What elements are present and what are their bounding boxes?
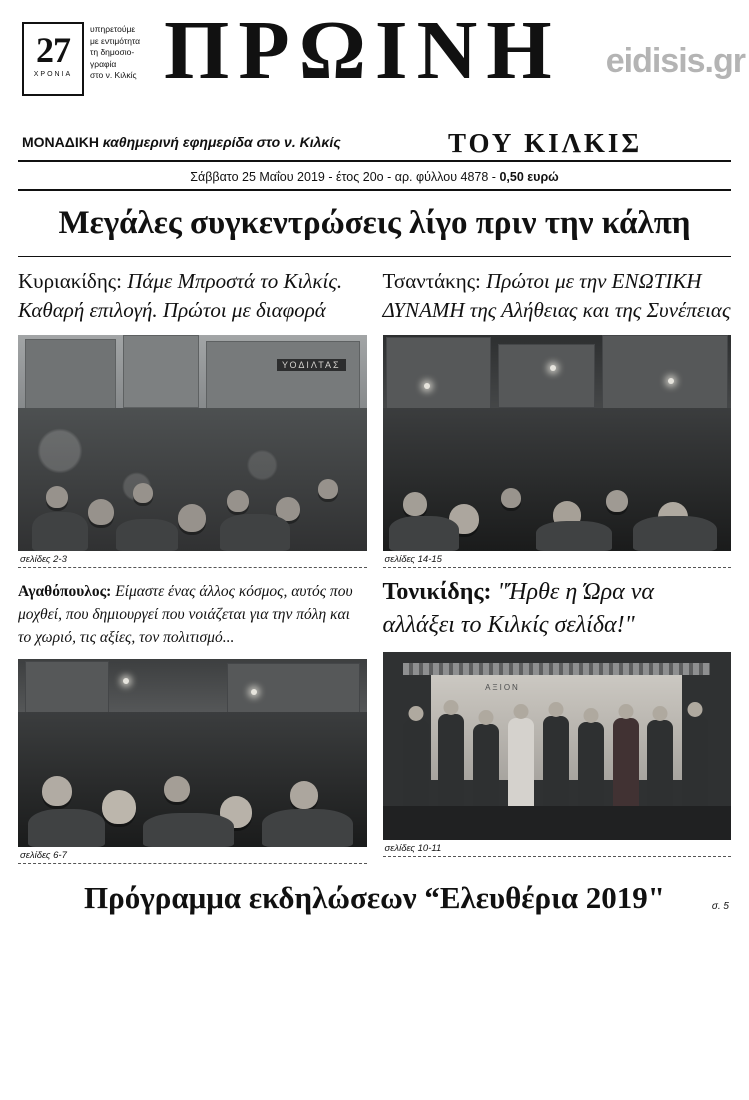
crowd-body	[220, 514, 290, 551]
story-name-tsantakis: Τσαντάκης:	[382, 269, 481, 293]
crowd-head	[403, 492, 427, 516]
stage-person	[473, 724, 499, 806]
building-block	[123, 335, 200, 408]
bottom-banner-text: Πρόγραμμα εκδηλώσεων “Ελευθέρια 2019"	[84, 880, 665, 915]
price-label: 0,50 ευρώ	[499, 170, 559, 184]
story-deck-agathopoulos	[18, 580, 367, 649]
crowd-body	[28, 809, 105, 847]
crowd-body	[633, 516, 717, 551]
website-watermark: eidisis.gr	[605, 42, 745, 80]
stage-truss	[403, 663, 710, 675]
photo-caption-pages-10-11: σελίδες 10-11	[384, 843, 442, 854]
motto-line-1: υπηρετούμε	[90, 24, 136, 34]
masthead-divider-thick	[18, 160, 731, 162]
bottom-story-row	[18, 576, 731, 872]
lead-headline: Μεγάλες συγκεντρώσεις λίγο πριν την κάλπη	[58, 205, 691, 241]
crowd-head	[606, 490, 628, 512]
dateline	[18, 170, 731, 184]
story-name-tonikidis: Τονικίδης:	[382, 579, 492, 605]
story-name-kyriakidis: Κυριακίδης:	[18, 269, 122, 293]
stage-person	[682, 716, 708, 806]
building-block	[498, 344, 596, 409]
motto-line-5: στο ν. Κιλκίς	[90, 70, 137, 80]
stage-person	[438, 714, 464, 806]
photo-caption-pages-2-3: σελίδες 2-3	[20, 554, 67, 565]
story-deck-text-kyriakidis: Πάμε Μπροστά το Κιλκίς. Καθαρή επιλογή. Πρώτοι με διαφορά	[18, 269, 343, 322]
stage-person	[647, 720, 673, 806]
street-light	[123, 678, 129, 684]
stage-banner-text: ΑΞΙΟΝ	[485, 683, 520, 693]
crowd-seated-daytime-photo	[18, 335, 367, 551]
building-block	[25, 661, 109, 717]
building-block	[602, 335, 727, 413]
story-deck-tonikidis	[383, 576, 732, 642]
crowd-head	[102, 790, 136, 824]
story-column-right[interactable]	[383, 267, 732, 576]
stage-person	[403, 720, 429, 806]
crowd-body	[32, 512, 88, 551]
stage-floor	[383, 806, 732, 840]
crowd-body	[536, 521, 613, 551]
masthead-tagline	[22, 134, 341, 152]
crowd-audience-applause-photo	[18, 659, 367, 847]
crowd-body	[262, 809, 353, 847]
street-light	[550, 365, 556, 371]
anniversary-label: ΧΡΟΝΙΑ	[33, 71, 73, 78]
story-deck-text-tonikidis: "Ήρθε η Ώρα να αλλάξει το Κιλκίς σελίδα!"	[382, 579, 655, 638]
anniversary-badge	[22, 22, 84, 96]
crowd-head	[46, 486, 68, 508]
crowd-illustration	[18, 335, 367, 551]
crowd-street-night-photo	[383, 335, 732, 551]
stage-person	[543, 716, 569, 806]
photo-caption-pages-6-7: σελίδες 6-7	[20, 850, 67, 861]
motto-line-4: γραφία	[90, 58, 117, 69]
photo-caption-pages-14-15: σελίδες 14-15	[384, 554, 442, 565]
tagline-bold: ΜΟΝΑΔΙΚΗ	[22, 134, 99, 150]
story-deck-text-agathopoulos: Είμαστε ένας άλλος κόσμος, αυτός που μοχθεί, που δημιουργεί που νοιάζεται για την πόλη και το χωριό, τις αξίες, τον πολιτισμό...	[18, 583, 353, 646]
crowd-head	[227, 490, 249, 512]
story-column-left-2[interactable]	[18, 576, 367, 872]
street-light	[424, 383, 430, 389]
crowd-head	[501, 488, 521, 508]
story-column-right-2[interactable]	[383, 576, 732, 872]
story-deck-tsantakis	[383, 267, 732, 325]
top-story-row	[18, 267, 731, 576]
stage-person	[578, 722, 604, 806]
bottom-banner-page-ref: σ. 5	[711, 901, 729, 912]
caption-divider	[18, 567, 367, 568]
headline-divider	[18, 256, 731, 257]
stage-candidates-photo	[383, 652, 732, 840]
masthead	[18, 0, 745, 136]
dateline-text: Σάββατο 25 Μαΐου 2019 - έτος 20ο - αρ. φύλλου 4878 -	[190, 170, 500, 184]
crowd-body	[116, 519, 179, 551]
bottom-banner[interactable]	[18, 880, 731, 916]
story-deck-kyriakidis	[18, 267, 367, 325]
stage-person	[613, 718, 639, 806]
motto-line-3: τη δημοσιο-	[90, 47, 135, 57]
story-name-agathopoulos: Αγαθόπουλος:	[18, 583, 112, 600]
masthead-subtitle-row	[18, 128, 731, 160]
dateline-divider	[18, 189, 731, 191]
caption-divider	[18, 863, 367, 864]
crowd-head	[290, 781, 318, 809]
shop-sign-text: ΥΟΔΙΛΤΑΣ	[277, 359, 346, 371]
stage-person	[508, 718, 534, 806]
building-block	[386, 337, 491, 419]
crowd-illustration	[18, 659, 367, 847]
masthead-region: ΤΟΥ ΚΙΛΚΙΣ	[448, 128, 643, 158]
crowd-illustration	[383, 335, 732, 551]
crowd-head	[133, 483, 153, 503]
anniversary-number: 27	[36, 30, 70, 70]
crowd-head	[318, 479, 338, 499]
caption-divider	[383, 856, 732, 857]
masthead-title-wrap	[164, 4, 749, 104]
crowd-head	[42, 776, 72, 806]
crowd-body	[143, 813, 234, 847]
story-deck-text-tsantakis: Πρώτοι με την ΕΝΩΤΙΚΗ ΔΥΝΑΜΗ της Αλήθειας και της Συνέπειας	[382, 269, 731, 322]
page-title: ΠΡΩΙΝΗ	[164, 4, 561, 97]
crowd-head	[88, 499, 114, 525]
masthead-motto	[90, 24, 162, 82]
crowd-head	[164, 776, 190, 802]
crowd-body	[389, 516, 459, 551]
tagline-italic: καθημερινή εφημερίδα στο ν. Κιλκίς	[102, 134, 341, 150]
story-column-left[interactable]	[18, 267, 367, 576]
crowd-head	[178, 504, 206, 532]
caption-divider	[383, 567, 732, 568]
motto-line-2: με εντιμότητα	[90, 35, 141, 46]
stage-illustration	[383, 652, 732, 840]
